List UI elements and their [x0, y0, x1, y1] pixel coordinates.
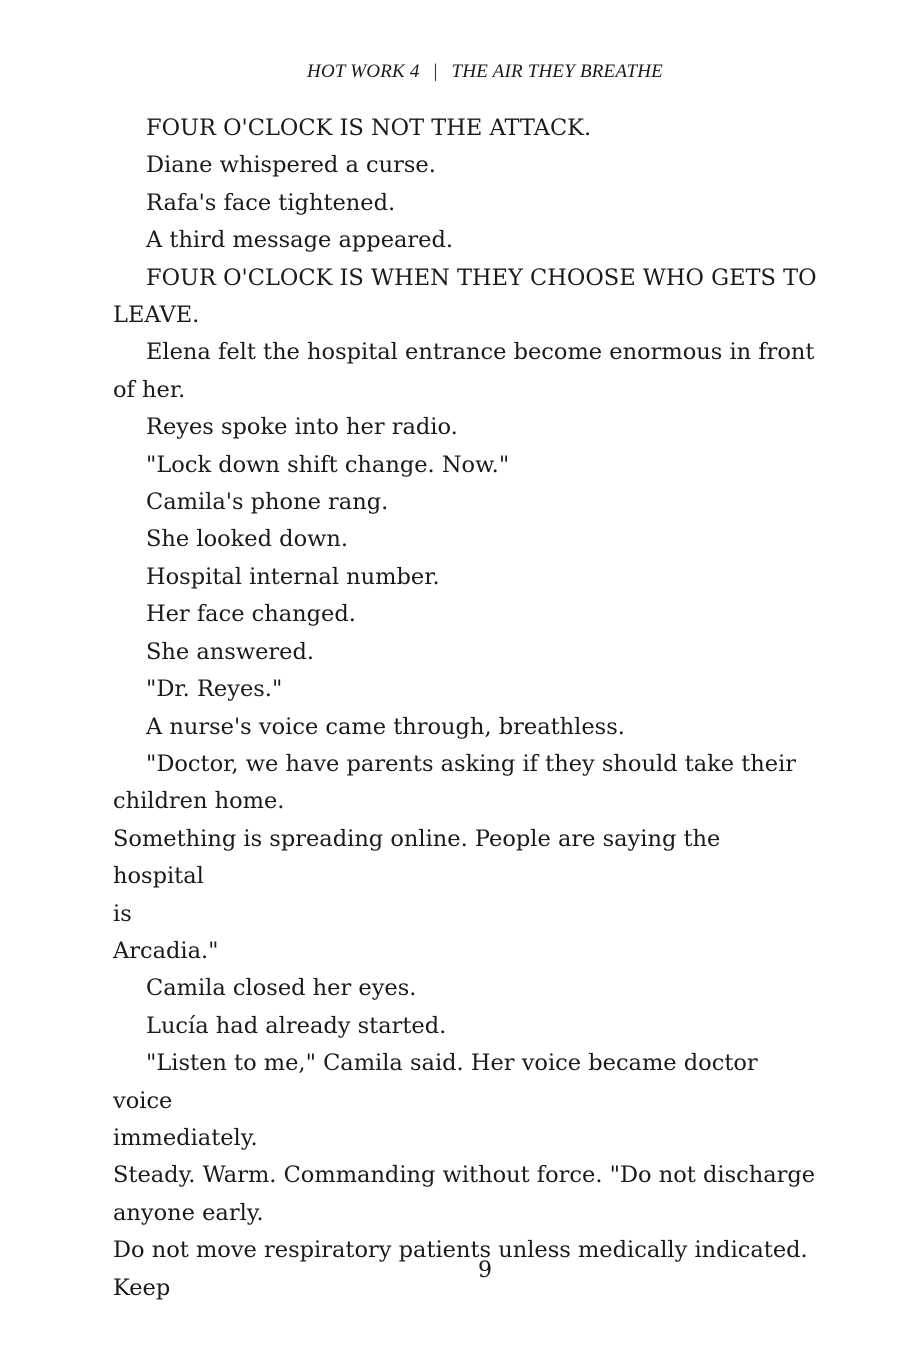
text-line: She answered.: [146, 638, 315, 665]
text-line: Elena felt the hospital entrance become enormous in front: [146, 339, 815, 366]
text-line: Steady. Warm. Commanding without force. "Do not discharge: [113, 1162, 816, 1189]
header-chapter-title: THE AIR THEY BREATHE: [451, 61, 663, 82]
text-line: of her.: [113, 376, 186, 403]
text-line: Her face changed.: [146, 601, 356, 628]
running-header: [0, 61, 900, 83]
text-line: Rafa's face tightened.: [146, 189, 396, 216]
page-number: 9: [478, 1258, 492, 1283]
text-line: Diane whispered a curse.: [146, 152, 436, 179]
text-line: Hospital internal number.: [146, 563, 440, 590]
text-line: FOUR O'CLOCK IS WHEN THEY CHOOSE WHO GETS TO: [146, 264, 817, 291]
text-line: She looked down.: [146, 526, 349, 553]
text-line: is: [113, 900, 132, 927]
text-line: "Doctor, we have parents asking if they should take their: [146, 750, 797, 777]
text-line: Do not move respiratory patients unless medically indicated.: [113, 1237, 808, 1264]
header-book-title: HOT WORK 4: [307, 61, 420, 82]
text-line: Keep: [113, 1274, 171, 1301]
text-line: anyone early.: [113, 1199, 264, 1226]
text-line: Reyes spoke into her radio.: [146, 414, 458, 441]
text-line: immediately.: [113, 1124, 258, 1151]
header-separator: |: [433, 61, 438, 82]
text-line: Camila closed her eyes.: [146, 975, 417, 1002]
text-line: LEAVE.: [113, 302, 200, 329]
text-line: Lucía had already started.: [146, 1012, 447, 1039]
text-line: Arcadia.": [113, 937, 219, 964]
text-line: A nurse's voice came through, breathless.: [146, 713, 625, 740]
text-line: "Listen to me," Camila said. Her voice became doctor voice: [113, 1050, 758, 1114]
text-line: FOUR O'CLOCK IS NOT THE ATTACK.: [146, 115, 592, 141]
text-line: children home.: [113, 788, 285, 815]
text-line: A third message appeared.: [146, 227, 454, 254]
body-text: [113, 110, 818, 1307]
text-line: "Lock down shift change. Now.": [146, 451, 510, 478]
text-line: Camila's phone rang.: [146, 489, 389, 516]
text-line: Something is spreading online. People are saying the hospital: [113, 825, 721, 890]
text-line: "Dr. Reyes.": [146, 676, 283, 703]
